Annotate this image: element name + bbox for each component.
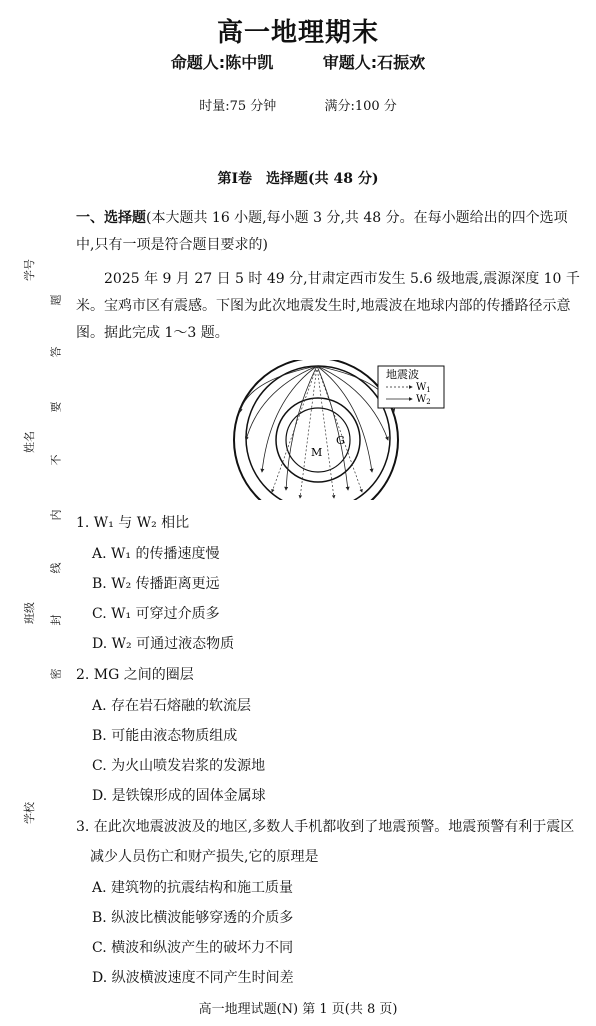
question-1-stem: 1. W₁ 与 W₂ 相比 (76, 515, 190, 531)
exam-meta (0, 95, 596, 114)
seal-char-3: 要 (49, 401, 63, 413)
mantle-boundary-circle (246, 366, 390, 500)
seal-char-8: 密 (49, 668, 63, 680)
q1-option-b[interactable]: B. W₂ 传播距离更远 (92, 576, 220, 592)
q2-option-d[interactable]: D. 是铁镍形成的固体金属球 (92, 788, 266, 804)
q3-option-d[interactable]: D. 纵波横波速度不同产生时间差 (92, 970, 294, 986)
instruction-lead: 一、选择题 (76, 210, 146, 226)
q2-option-a[interactable]: A. 存在岩石熔融的软流层 (92, 698, 252, 714)
page-footer: 高一地理试题(N) 第 1 页(共 8 页) (198, 1002, 398, 1017)
margin-student-id: 学号 (23, 259, 36, 281)
full-score: 满分:100 分 (324, 99, 397, 114)
seal-char-6: 线 (49, 562, 63, 574)
q2-option-b[interactable]: B. 可能由液态物质组成 (92, 728, 238, 744)
q3-option-a[interactable]: A. 建筑物的抗震结构和施工质量 (92, 880, 294, 896)
q1-option-d[interactable]: D. W₂ 可通过液态物质 (92, 636, 235, 652)
passage-paragraph: 2025 年 9 月 27 日 5 时 49 分,甘肃定西市发生 5.6 级地震,震源深度 10 千米。宝鸡市区有震感。下图为此次地震发生时,地震波在地球内部的传播路径示意图。据此完成 1～3 题。 (76, 271, 580, 341)
margin-name: 姓名 (23, 431, 36, 453)
question-2-stem: 2. MG 之间的圈层 (76, 667, 194, 683)
margin-school: 学校 (23, 802, 36, 824)
outer-core-circle (276, 398, 360, 482)
legend-title: 地震波 (386, 368, 419, 381)
exam-title: 高一地理期末 (216, 18, 379, 48)
legend-w1: $W_1$ (416, 382, 431, 394)
seal-char-4: 不 (49, 454, 63, 466)
q2-option-c[interactable]: C. 为火山喷发岩浆的发源地 (92, 758, 266, 774)
seal-char-5: 内 (49, 509, 63, 521)
q3-option-b[interactable]: B. 纵波比横波能够穿透的介质多 (92, 910, 294, 926)
q3-option-c[interactable]: C. 横波和纵波产生的破坏力不同 (92, 940, 294, 956)
seal-char-7: 封 (49, 614, 63, 626)
setter-label: 命题人:陈中凯 (170, 53, 274, 72)
section-title: 第Ⅰ卷 选择题(共 48 分) (217, 171, 379, 187)
seal-char-1: 题 (49, 294, 63, 306)
label-m: M (311, 446, 323, 459)
instruction-paragraph (76, 205, 582, 259)
question-3-stem: 3. 在此次地震波波及的地区,多数人手机都收到了地震预警。地震预警有利于震区减少人员伤亡和财产损失,它的原理是 (76, 819, 575, 865)
legend-w2: $W_2$ (416, 394, 431, 406)
instruction-text: (本大题共 16 小题,每小题 3 分,共 48 分。在每小题给出的四个选项中,只有一项是符合题目要求的) (76, 210, 568, 253)
reviewer-label: 审题人:石振欢 (322, 53, 426, 72)
seal-char-2: 答 (49, 346, 63, 358)
authors-line (0, 50, 596, 73)
q1-option-c[interactable]: C. W₁ 可穿过介质多 (92, 606, 220, 622)
seismic-wave-figure (0, 360, 596, 500)
label-g: G (336, 434, 345, 447)
time-limit: 时量:75 分钟 (199, 99, 277, 114)
margin-class: 班级 (23, 602, 36, 624)
q1-option-a[interactable]: A. W₁ 的传播速度慢 (92, 546, 220, 562)
